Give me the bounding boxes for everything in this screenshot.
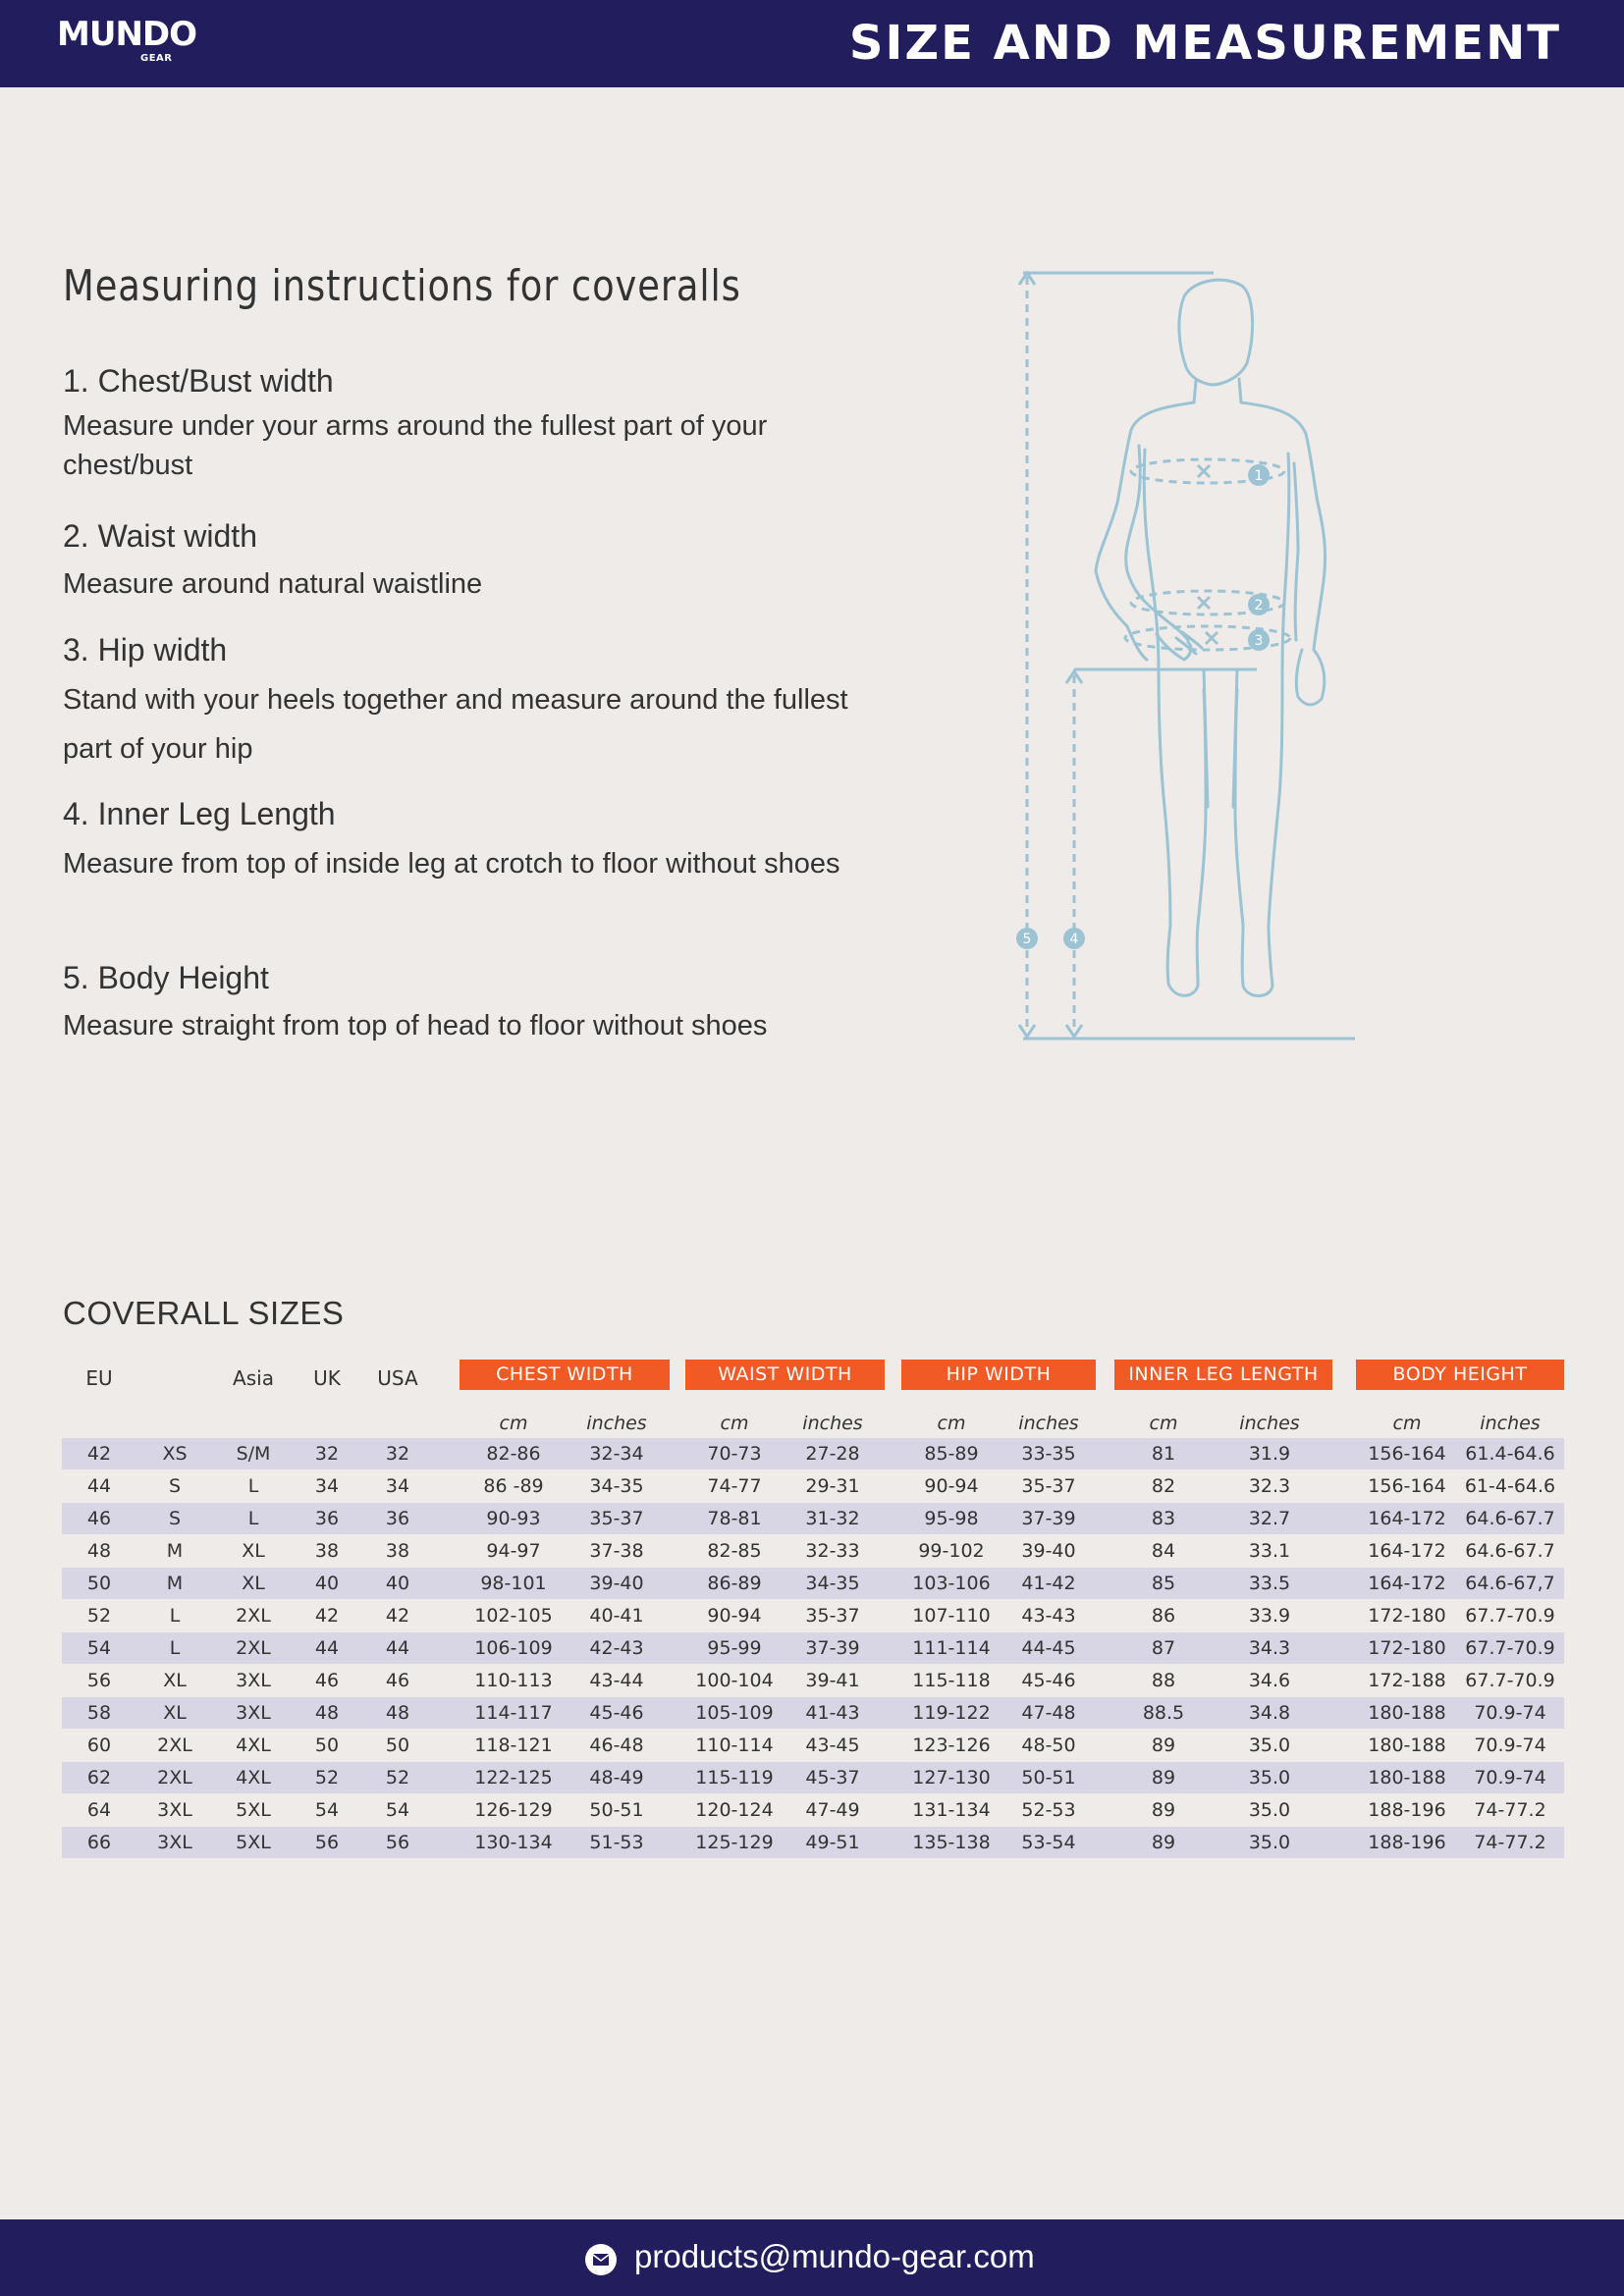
instruction-item-waist (63, 516, 907, 607)
cell-usa: 54 (385, 1799, 410, 1821)
cell-height-cm: 172-180 (1368, 1637, 1446, 1659)
cell-waist-in: 39-41 (805, 1670, 860, 1691)
table-row (62, 1665, 1564, 1696)
cell-chest-in: 43-44 (589, 1670, 644, 1691)
cell-eu: 62 (86, 1767, 112, 1789)
cell-inner-leg-cm: 81 (1151, 1443, 1176, 1465)
body-measurement-figure (1011, 257, 1365, 1042)
instructions-title: Measuring instructions for coveralls (63, 261, 741, 311)
unit-inner-leg-inches: inches (1239, 1413, 1300, 1434)
cell-chest-in: 37-38 (589, 1540, 644, 1562)
cell-intl: XL (163, 1670, 187, 1691)
unit-body-height-cm: cm (1392, 1413, 1422, 1434)
instruction-text: Measure from top of inside leg at crotch to floor without shoes (63, 848, 840, 880)
cell-hip-in: 39-40 (1021, 1540, 1076, 1562)
hip-cross-icon (1206, 632, 1218, 644)
cell-waist-cm: 120-124 (695, 1799, 774, 1821)
cell-intl: L (169, 1605, 181, 1627)
cell-chest-in: 42-43 (589, 1637, 644, 1659)
cell-height-cm: 180-188 (1368, 1702, 1446, 1724)
cell-height-in: 64.6-67,7 (1465, 1573, 1555, 1594)
cell-eu: 42 (86, 1443, 112, 1465)
cell-height-in: 67.7-70.9 (1465, 1637, 1555, 1659)
cell-waist-cm: 105-109 (695, 1702, 774, 1724)
cell-waist-in: 31-32 (805, 1508, 860, 1529)
marker-4-label: 4 (1069, 932, 1079, 947)
cell-height-in: 67.7-70.9 (1465, 1605, 1555, 1627)
cell-eu: 60 (86, 1735, 112, 1756)
cell-inner-leg-in: 33.5 (1248, 1573, 1291, 1594)
cell-asia: L (247, 1508, 259, 1529)
cell-waist-cm: 110-114 (695, 1735, 774, 1756)
cell-inner-leg-cm: 89 (1151, 1767, 1176, 1789)
contact-email[interactable]: products@mundo-gear.com (634, 2238, 1035, 2274)
cell-intl: M (166, 1573, 184, 1594)
cell-waist-in: 37-39 (805, 1637, 860, 1659)
cell-uk: 38 (314, 1540, 340, 1562)
cell-chest-cm: 102-105 (474, 1605, 553, 1627)
cell-eu: 58 (86, 1702, 112, 1724)
waist-cross-icon (1198, 597, 1210, 609)
cell-chest-cm: 118-121 (474, 1735, 553, 1756)
instruction-heading: 2. Waist width (63, 518, 257, 554)
cell-waist-in: 34-35 (805, 1573, 860, 1594)
cell-uk: 50 (314, 1735, 340, 1756)
cell-waist-cm: 125-129 (695, 1832, 774, 1853)
cell-hip-in: 48-50 (1021, 1735, 1076, 1756)
footer-bar (0, 2219, 1624, 2296)
cell-inner-leg-cm: 88 (1151, 1670, 1176, 1691)
cell-intl: 2XL (157, 1767, 192, 1789)
cell-inner-leg-in: 35.0 (1248, 1799, 1291, 1821)
cell-eu: 66 (86, 1832, 112, 1853)
cell-usa: 40 (385, 1573, 410, 1594)
cell-hip-cm: 115-118 (912, 1670, 991, 1691)
col-header-inner-leg: INNER LEG LENGTH (1114, 1360, 1332, 1390)
cell-uk: 52 (314, 1767, 340, 1789)
cell-usa: 48 (385, 1702, 410, 1724)
cell-waist-cm: 74-77 (707, 1475, 762, 1497)
cell-intl: XS (162, 1443, 188, 1465)
cell-height-cm: 188-196 (1368, 1832, 1446, 1853)
unit-hip-cm: cm (937, 1413, 966, 1434)
cell-usa: 32 (385, 1443, 410, 1465)
cell-chest-cm: 122-125 (474, 1767, 553, 1789)
cell-height-in: 74-77.2 (1474, 1832, 1546, 1853)
cell-chest-in: 46-48 (589, 1735, 644, 1756)
cell-inner-leg-cm: 89 (1151, 1735, 1176, 1756)
cell-hip-in: 47-48 (1021, 1702, 1076, 1724)
cell-waist-cm: 115-119 (695, 1767, 774, 1789)
cell-intl: L (169, 1637, 181, 1659)
cell-height-cm: 156-164 (1368, 1475, 1446, 1497)
unit-waist-cm: cm (720, 1413, 749, 1434)
col-header-usa: USA (377, 1366, 418, 1390)
cell-asia: 3XL (236, 1702, 271, 1724)
table-row (62, 1794, 1564, 1826)
cell-inner-leg-in: 31.9 (1248, 1443, 1291, 1465)
col-header-eu: EU (85, 1366, 113, 1390)
cell-waist-in: 41-43 (805, 1702, 860, 1724)
cell-usa: 56 (385, 1832, 410, 1853)
cell-inner-leg-cm: 87 (1151, 1637, 1176, 1659)
cell-inner-leg-in: 34.8 (1248, 1702, 1291, 1724)
cell-waist-in: 27-28 (805, 1443, 860, 1465)
cell-waist-in: 35-37 (805, 1605, 860, 1627)
instruction-item-chest (63, 361, 907, 485)
instruction-text: Measure around natural waistline (63, 568, 483, 600)
cell-height-in: 70.9-74 (1474, 1735, 1546, 1756)
col-header-uk: UK (313, 1366, 341, 1390)
instruction-item-hip (63, 630, 907, 774)
page-title: SIZE AND MEASUREMENT (848, 16, 1561, 71)
cell-waist-in: 43-45 (805, 1735, 860, 1756)
cell-asia: 3XL (236, 1670, 271, 1691)
instruction-heading: 5. Body Height (63, 960, 269, 995)
cell-height-cm: 172-180 (1368, 1605, 1446, 1627)
cell-waist-in: 29-31 (805, 1475, 860, 1497)
cell-height-in: 74-77.2 (1474, 1799, 1546, 1821)
head-outline (1179, 280, 1253, 385)
cell-intl: 2XL (157, 1735, 192, 1756)
cell-intl: M (166, 1540, 184, 1562)
cell-hip-in: 50-51 (1021, 1767, 1076, 1789)
unit-body-height-inches: inches (1480, 1413, 1541, 1434)
right-leg-outline (1235, 669, 1282, 996)
marker-2-label: 2 (1254, 598, 1264, 614)
col-header-asia: Asia (233, 1366, 274, 1390)
crotch-outline (1204, 669, 1237, 807)
cell-hip-cm: 85-89 (924, 1443, 979, 1465)
cell-chest-in: 48-49 (589, 1767, 644, 1789)
envelope-icon (585, 2244, 617, 2275)
cell-asia: 5XL (236, 1832, 271, 1853)
cell-chest-in: 34-35 (589, 1475, 644, 1497)
cell-eu: 64 (86, 1799, 112, 1821)
cell-inner-leg-cm: 88.5 (1142, 1702, 1185, 1724)
cell-inner-leg-cm: 82 (1151, 1475, 1176, 1497)
marker-5-label: 5 (1022, 932, 1032, 947)
hand-outline (1157, 632, 1202, 660)
unit-hip-inches: inches (1018, 1413, 1079, 1434)
cell-height-cm: 180-188 (1368, 1735, 1446, 1756)
cell-asia: L (247, 1475, 259, 1497)
cell-usa: 52 (385, 1767, 410, 1789)
cell-hip-cm: 111-114 (912, 1637, 991, 1659)
cell-height-cm: 164-172 (1368, 1573, 1446, 1594)
torso-side-left (1144, 450, 1159, 669)
unit-chest-cm: cm (499, 1413, 528, 1434)
sizes-title: COVERALL SIZES (63, 1295, 345, 1331)
cell-waist-cm: 100-104 (695, 1670, 774, 1691)
cell-inner-leg-cm: 83 (1151, 1508, 1176, 1529)
cell-waist-in: 47-49 (805, 1799, 860, 1821)
cell-usa: 36 (385, 1508, 410, 1529)
cell-intl: 3XL (157, 1799, 192, 1821)
cell-height-in: 70.9-74 (1474, 1702, 1546, 1724)
logo-subtext: GEAR (140, 53, 173, 64)
cell-uk: 34 (314, 1475, 340, 1497)
cell-height-in: 64.6-67.7 (1465, 1508, 1555, 1529)
cell-chest-cm: 126-129 (474, 1799, 553, 1821)
cell-asia: XL (242, 1540, 265, 1562)
unit-chest-inches: inches (586, 1413, 647, 1434)
cell-intl: XL (163, 1702, 187, 1724)
logo-text: MUNDO (57, 15, 197, 54)
cell-chest-in: 40-41 (589, 1605, 644, 1627)
cell-usa: 44 (385, 1637, 410, 1659)
cell-asia: 2XL (236, 1605, 271, 1627)
cell-eu: 44 (86, 1475, 112, 1497)
header-bar (0, 0, 1624, 87)
cell-asia: XL (242, 1573, 265, 1594)
cell-usa: 50 (385, 1735, 410, 1756)
instruction-item-inner-leg (63, 794, 907, 888)
cell-chest-cm: 90-93 (486, 1508, 541, 1529)
cell-height-cm: 180-188 (1368, 1767, 1446, 1789)
table-row (62, 1600, 1564, 1631)
cell-chest-cm: 106-109 (474, 1637, 553, 1659)
cell-eu: 50 (86, 1573, 112, 1594)
cell-hip-in: 52-53 (1021, 1799, 1076, 1821)
cell-hip-in: 37-39 (1021, 1508, 1076, 1529)
cell-uk: 44 (314, 1637, 340, 1659)
cell-height-in: 64.6-67.7 (1465, 1540, 1555, 1562)
table-row (62, 1632, 1564, 1664)
cell-height-cm: 172-188 (1368, 1670, 1446, 1691)
cell-chest-in: 39-40 (589, 1573, 644, 1594)
cell-waist-cm: 90-94 (707, 1605, 762, 1627)
cell-waist-in: 32-33 (805, 1540, 860, 1562)
mundo-gear-logo (57, 15, 197, 64)
cell-usa: 42 (385, 1605, 410, 1627)
cell-hip-in: 53-54 (1021, 1832, 1076, 1853)
table-row (62, 1730, 1564, 1761)
cell-chest-cm: 86 -89 (483, 1475, 544, 1497)
cell-height-cm: 188-196 (1368, 1799, 1446, 1821)
instruction-item-body-height (63, 958, 907, 1048)
cell-chest-cm: 114-117 (474, 1702, 553, 1724)
cell-inner-leg-cm: 89 (1151, 1832, 1176, 1853)
col-header-body-height: BODY HEIGHT (1356, 1360, 1564, 1390)
unit-inner-leg-cm: cm (1149, 1413, 1178, 1434)
table-row (62, 1503, 1564, 1534)
cell-inner-leg-in: 34.3 (1248, 1637, 1291, 1659)
cell-height-cm: 164-172 (1368, 1508, 1446, 1529)
cell-intl: S (168, 1508, 182, 1529)
cell-inner-leg-cm: 89 (1151, 1799, 1176, 1821)
cell-inner-leg-in: 32.7 (1248, 1508, 1291, 1529)
cell-inner-leg-in: 32.3 (1248, 1475, 1291, 1497)
cell-hip-cm: 119-122 (912, 1702, 991, 1724)
cell-hip-in: 44-45 (1021, 1637, 1076, 1659)
table-row (62, 1762, 1564, 1793)
cell-inner-leg-cm: 86 (1151, 1605, 1176, 1627)
cell-hip-in: 43-43 (1021, 1605, 1076, 1627)
table-row (62, 1535, 1564, 1567)
cell-uk: 36 (314, 1508, 340, 1529)
cell-hip-cm: 90-94 (924, 1475, 979, 1497)
cell-uk: 56 (314, 1832, 340, 1853)
cell-inner-leg-cm: 84 (1151, 1540, 1176, 1562)
cell-uk: 46 (314, 1670, 340, 1691)
cell-hip-in: 33-35 (1021, 1443, 1076, 1465)
cell-intl: 3XL (157, 1832, 192, 1853)
cell-uk: 40 (314, 1573, 340, 1594)
cell-inner-leg-in: 35.0 (1248, 1832, 1291, 1853)
instruction-heading: 4. Inner Leg Length (63, 796, 336, 831)
cell-eu: 54 (86, 1637, 112, 1659)
cell-asia: 5XL (236, 1799, 271, 1821)
unit-waist-inches: inches (802, 1413, 863, 1434)
cell-chest-in: 50-51 (589, 1799, 644, 1821)
table-row (62, 1697, 1564, 1729)
cell-inner-leg-in: 33.9 (1248, 1605, 1291, 1627)
cell-hip-cm: 131-134 (912, 1799, 991, 1821)
cell-chest-in: 32-34 (589, 1443, 644, 1465)
col-header-waist: WAIST WIDTH (685, 1360, 885, 1390)
right-arm-inner (1294, 463, 1298, 640)
cell-chest-cm: 98-101 (480, 1573, 547, 1594)
chest-cross-icon (1198, 465, 1210, 477)
cell-inner-leg-cm: 85 (1151, 1573, 1176, 1594)
cell-chest-in: 45-46 (589, 1702, 644, 1724)
cell-hip-cm: 103-106 (912, 1573, 991, 1594)
instruction-heading: 3. Hip width (63, 632, 228, 667)
table-row (62, 1827, 1564, 1858)
col-header-hip: HIP WIDTH (901, 1360, 1096, 1390)
table-row (62, 1470, 1564, 1502)
cell-waist-cm: 86-89 (707, 1573, 762, 1594)
cell-chest-cm: 130-134 (474, 1832, 553, 1853)
cell-uk: 42 (314, 1605, 340, 1627)
cell-asia: 4XL (236, 1767, 271, 1789)
left-leg-outline (1159, 669, 1206, 995)
cell-inner-leg-in: 35.0 (1248, 1735, 1291, 1756)
instruction-text: Stand with your heels together and measure around the fullest part of your hip (63, 684, 848, 765)
cell-eu: 56 (86, 1670, 112, 1691)
table-row (62, 1568, 1564, 1599)
cell-height-in: 67.7-70.9 (1465, 1670, 1555, 1691)
cell-hip-cm: 135-138 (912, 1832, 991, 1853)
cell-inner-leg-in: 34.6 (1248, 1670, 1291, 1691)
cell-chest-in: 35-37 (589, 1508, 644, 1529)
cell-height-in: 61-4-64.6 (1464, 1475, 1556, 1497)
cell-usa: 34 (385, 1475, 410, 1497)
cell-uk: 54 (314, 1799, 340, 1821)
cell-height-in: 70.9-74 (1474, 1767, 1546, 1789)
cell-hip-in: 35-37 (1021, 1475, 1076, 1497)
cell-hip-cm: 127-130 (912, 1767, 991, 1789)
cell-eu: 48 (86, 1540, 112, 1562)
cell-chest-cm: 94-97 (486, 1540, 541, 1562)
cell-usa: 46 (385, 1670, 410, 1691)
cell-waist-cm: 82-85 (707, 1540, 762, 1562)
cell-waist-cm: 70-73 (707, 1443, 762, 1465)
cell-intl: S (168, 1475, 182, 1497)
instruction-text: Measure under your arms around the fullest part of your chest/bust (63, 410, 768, 481)
table-row (62, 1438, 1564, 1469)
cell-hip-in: 45-46 (1021, 1670, 1076, 1691)
cell-chest-cm: 82-86 (486, 1443, 541, 1465)
cell-asia: 4XL (236, 1735, 271, 1756)
cell-chest-in: 51-53 (589, 1832, 644, 1853)
cell-hip-cm: 123-126 (912, 1735, 991, 1756)
cell-height-in: 61.4-64.6 (1465, 1443, 1555, 1465)
cell-waist-cm: 95-99 (707, 1637, 762, 1659)
marker-3-label: 3 (1254, 633, 1264, 649)
col-header-chest: CHEST WIDTH (460, 1360, 670, 1390)
cell-height-cm: 156-164 (1368, 1443, 1446, 1465)
cell-uk: 48 (314, 1702, 340, 1724)
marker-1-label: 1 (1254, 468, 1264, 484)
cell-inner-leg-in: 35.0 (1248, 1767, 1291, 1789)
cell-usa: 38 (385, 1540, 410, 1562)
cell-hip-cm: 95-98 (924, 1508, 979, 1529)
instruction-heading: 1. Chest/Bust width (63, 363, 334, 399)
cell-hip-in: 41-42 (1021, 1573, 1076, 1594)
cell-asia: 2XL (236, 1637, 271, 1659)
cell-height-cm: 164-172 (1368, 1540, 1446, 1562)
instruction-text: Measure straight from top of head to floor without shoes (63, 1010, 768, 1041)
cell-eu: 46 (86, 1508, 112, 1529)
cell-eu: 52 (86, 1605, 112, 1627)
cell-hip-cm: 107-110 (912, 1605, 991, 1627)
cell-uk: 32 (314, 1443, 340, 1465)
cell-waist-cm: 78-81 (707, 1508, 762, 1529)
cell-waist-in: 45-37 (805, 1767, 860, 1789)
cell-hip-cm: 99-102 (918, 1540, 985, 1562)
cell-asia: S/M (236, 1443, 271, 1465)
cell-inner-leg-in: 33.1 (1248, 1540, 1291, 1562)
cell-chest-cm: 110-113 (474, 1670, 553, 1691)
cell-waist-in: 49-51 (805, 1832, 860, 1853)
